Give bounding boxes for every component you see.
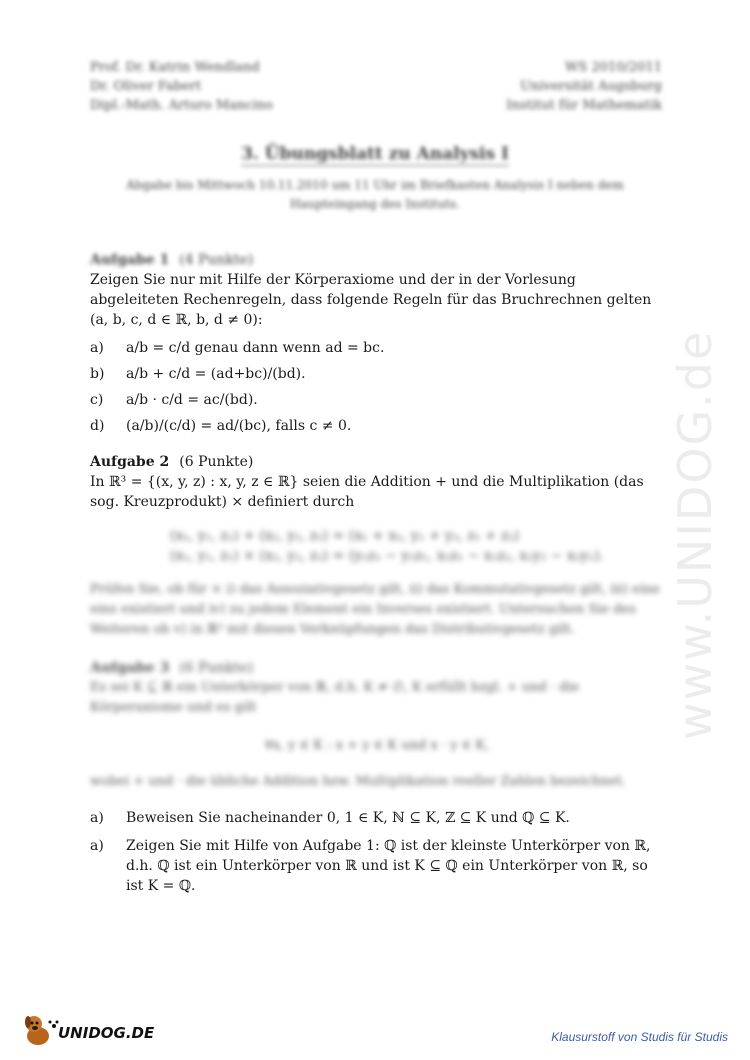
unidog-logo[interactable]	[20, 1012, 160, 1048]
exercise-3-text: Es sei K ⊆ ℝ ein Unterkörper von ℝ, d.h. K ≠ ∅, K erfüllt bzgl. + und · die Körperaxiome und es gilt	[90, 680, 580, 715]
logo-text: UNIDOG.DE	[58, 1024, 155, 1042]
formula-addition: (x₁, y₁, z₁) + (x₂, y₂, z₂) = (x₁ + x₂, y₁ + y₂, z₁ + z₂)	[170, 528, 520, 544]
exercise-2	[90, 452, 664, 640]
list-item: b) a/b + c/d = (ad+bc)/(bd).	[90, 366, 306, 382]
list-item: a) a/b = c/d genau dann wenn ad = bc.	[90, 340, 385, 356]
sheet-title: 3. Übungsblatt zu Analysis I	[241, 144, 509, 164]
formula-cross-product: (x₁, y₁, z₁) × (x₂, y₂, z₂) = (y₁z₂ − y₂z₁, x₂z₁ − x₁z₂, x₁y₂ − x₂y₁).	[170, 548, 604, 564]
exercise-2-text: In ℝ³ = {(x, y, z) : x, y, z ∈ ℝ} seien die Addition + und die Multiplikation (das sog. Kreuzprodukt) × definiert durch	[90, 474, 644, 510]
semester: WS 2010/2011	[565, 60, 662, 75]
list-item: a) Zeigen Sie mit Hilfe von Aufgabe 1: ℚ ist der kleinste Unterkörper von ℝ, d.h. ℚ ist ein Unterkörper von ℝ und ist K ⊆ ℚ ein Unterkörper von ℝ, so ist K = ℚ.	[90, 838, 651, 894]
university: Universität Augsburg	[520, 79, 662, 94]
watermark: www.UNIDOG.de	[668, 329, 722, 740]
list-item: a) Beweisen Sie nacheinander 0, 1 ∈ K, ℕ ⊆ K, ℤ ⊆ K und ℚ ⊆ K.	[90, 810, 570, 826]
exercise-1-heading: Aufgabe 1 (4 Punkte)	[90, 252, 254, 268]
footer-tagline[interactable]: Klausurstoff von Studis für Studis	[551, 1030, 728, 1044]
lecturer-1: Prof. Dr. Katrin Wendland	[90, 60, 260, 75]
exercise-2-formulas	[90, 526, 664, 566]
exercise-3-list	[90, 808, 664, 896]
dog-icon	[20, 1012, 60, 1048]
institute: Institut für Mathematik	[506, 98, 662, 113]
submission-note: Abgabe bis Mittwoch 10.11.2010 um 11 Uhr im Briefkasten Analysis I neben dem Haupteingang des Instituts.	[126, 178, 624, 211]
exercise-2-tasks: Prüfen Sie, ob für × i) das Assoziativgesetz gilt, ii) das Kommutativgesetz gilt, iii) eine eins existiert und iv) zu jedem Element ein Inverses existiert. Untersuchen Sie des Weiteren ob v) in ℝ³ mit diesen Verknüpfungen das Distributivgesetz gilt.	[90, 582, 660, 637]
exercise-2-heading: Aufgabe 2 (6 Punkte)	[90, 454, 254, 470]
exercise-1-list	[90, 338, 664, 436]
exercise-3-heading: Aufgabe 3 (6 Punkte)	[90, 660, 254, 676]
list-item: c) a/b · c/d = ac/(bd).	[90, 392, 258, 408]
list-item: d) (a/b)/(c/d) = ad/(bc), falls c ≠ 0.	[90, 418, 352, 434]
header-right	[506, 58, 662, 115]
lecturer-3: Dipl.-Math. Arturo Mancino	[90, 98, 273, 113]
exercise-3	[90, 658, 664, 902]
header-left	[90, 58, 273, 115]
exercise-3-formula: ∀x, y ∈ K : x + y ∈ K und x · y ∈ K,	[264, 738, 490, 753]
exercise-1	[90, 250, 664, 442]
exercise-1-text: Zeigen Sie nur mit Hilfe der Körperaxiome und der in der Vorlesung abgeleiteten Rechenregeln, dass folgende Regeln für das Bruchrechnen gelten (a, b, c, d ∈ ℝ, b, d ≠ 0):	[90, 272, 652, 328]
exercise-3-note: wobei + und · die übliche Addition bzw. Multiplikation reeller Zahlen bezeichnet.	[90, 774, 626, 789]
lecturer-2: Dr. Oliver Fabert	[90, 79, 202, 94]
